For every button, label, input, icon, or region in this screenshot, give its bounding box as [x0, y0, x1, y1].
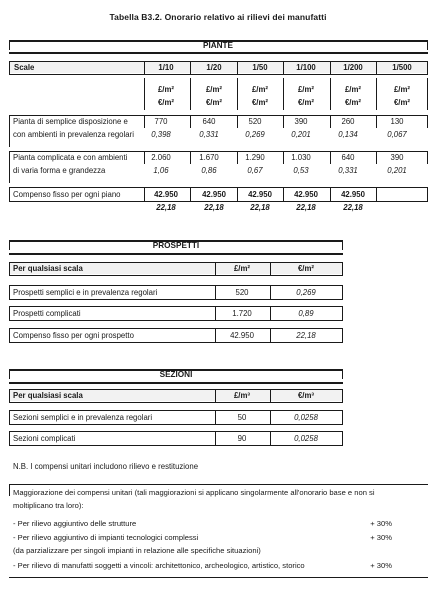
maggiorazione-item: - Per rilievo di manufatti soggetti a vincoli: architettonico, archeologico, artistico, storico — [13, 561, 305, 570]
row-right-edge — [427, 115, 428, 128]
maggiorazione-intro: Maggiorazione dei compensi unitari (tali maggiorazioni si applicano singolarmente all'onorario base e non si — [13, 488, 375, 497]
prospetti-row-bottom-rule — [9, 342, 343, 343]
scale-right-edge — [427, 61, 428, 74]
value-lire: 2.060 — [151, 153, 171, 162]
scale-header: 1/500 — [392, 63, 412, 72]
maggiorazione-item: - Per rilievo aggiuntivo delle strutture — [13, 519, 137, 528]
unit-lire: £/m² — [205, 85, 223, 94]
value-euro: 22,18 — [296, 331, 316, 340]
value-euro: 1,06 — [153, 166, 169, 175]
maggiorazione-percent: + 30% — [370, 561, 392, 570]
value-euro: 0,0258 — [294, 413, 318, 422]
row-label: Prospetti semplici e in prevalenza regolari — [13, 288, 158, 297]
maggiorazione-item: (da parzializzare per singoli impianti in relazione alle specifiche situazioni) — [13, 546, 261, 555]
piante-scale-bottom-rule — [9, 74, 428, 75]
scale-header: 1/10 — [158, 63, 174, 72]
prospetti-divider — [9, 262, 10, 275]
prospetti-divider — [270, 328, 271, 342]
prospetti-divider — [342, 285, 343, 299]
sezioni-row-bottom-rule — [9, 445, 343, 446]
any-scale-label: Per qualsiasi scala — [13, 264, 83, 273]
fixed-euro: 22,18 — [343, 203, 363, 212]
fixed-lire: 42.950 — [202, 190, 226, 199]
sezioni-divider — [270, 410, 271, 424]
row-left-edge — [9, 151, 10, 183]
value-lire: 90 — [237, 434, 247, 443]
prospetti-divider — [270, 306, 271, 320]
unit-lire: £/m² — [393, 85, 411, 94]
value-euro: 0,331 — [199, 130, 219, 139]
prospetti-heading-rule — [9, 253, 343, 255]
unit-euro: €/m³ — [297, 391, 315, 400]
value-lire: 1.290 — [245, 153, 265, 162]
fixed-row-bottom-rule — [9, 201, 428, 202]
sezioni-divider — [215, 410, 216, 424]
fixed-label: Compenso fisso per ogni piano — [13, 190, 121, 199]
unit-euro: €/m² — [205, 98, 223, 107]
table-title: Tabella B3.2. Onorario relativo ai rilievi dei manufatti — [109, 12, 327, 22]
value-euro: 0,53 — [293, 166, 309, 175]
maggiorazione-top-rule — [9, 484, 428, 485]
row-label: Sezioni complicati — [13, 434, 76, 443]
row-right-edge — [427, 151, 428, 164]
prospetti-row-top-rule — [9, 285, 343, 286]
value-lire: 1.030 — [291, 153, 311, 162]
value-euro: 0,86 — [201, 166, 217, 175]
unit-lire: £/m² — [233, 264, 251, 273]
unit-lire: £/m² — [297, 85, 315, 94]
value-lire: 1.720 — [232, 309, 252, 318]
piante-row-rule — [9, 115, 428, 116]
value-lire: 520 — [235, 288, 249, 297]
scale-header: 1/200 — [343, 63, 363, 72]
sezioni-divider — [342, 410, 343, 424]
value-lire: 520 — [248, 117, 262, 126]
sezioni-divider — [9, 431, 10, 445]
sezioni-row-top-rule — [9, 410, 343, 411]
scale-left-edge — [9, 61, 10, 74]
scale-label: Scale — [14, 63, 35, 72]
sezioni-divider — [215, 431, 216, 445]
value-lire: 42.950 — [230, 331, 254, 340]
prospetti-divider — [215, 306, 216, 320]
fixed-lire: 42.950 — [248, 190, 272, 199]
unit-lire: £/m² — [251, 85, 269, 94]
footnote: N.B. I compensi unitari includono rilievo e restituzione — [13, 462, 199, 471]
row-label: Sezioni semplici e in prevalenza regolari — [13, 413, 153, 422]
scale-divider — [376, 61, 377, 74]
value-euro: 0,201 — [291, 130, 311, 139]
sezioni-divider — [9, 410, 10, 424]
prospetti-divider — [342, 306, 343, 320]
value-euro: 0,67 — [247, 166, 263, 175]
maggiorazione-item: - Per rilievo aggiuntivo di impianti tecnologici complessi — [13, 533, 199, 542]
sezioni-divider — [270, 431, 271, 445]
any-scale-label: Per qualsiasi scala — [13, 391, 83, 400]
unit-euro: €/m² — [393, 98, 411, 107]
unit-lire: £/m² — [344, 85, 362, 94]
fixed-euro: 22,18 — [204, 203, 224, 212]
value-euro: 0,269 — [245, 130, 265, 139]
prospetti-divider — [215, 328, 216, 342]
sezioni-header-top-rule — [9, 389, 343, 390]
prospetti-divider — [9, 285, 10, 299]
unit-divider — [376, 78, 377, 110]
scale-header: 1/50 — [252, 63, 268, 72]
prospetti-header-bottom-rule — [9, 275, 343, 276]
prospetti-divider — [342, 328, 343, 342]
prospetti-divider — [215, 262, 216, 275]
value-euro: 0,331 — [338, 166, 358, 175]
fixed-left-edge — [9, 187, 10, 201]
unit-divider — [190, 78, 191, 110]
row-label: Pianta complicata e con ambienti — [13, 153, 128, 162]
sezioni-divider — [215, 389, 216, 402]
fixed-lire: 42.950 — [154, 190, 178, 199]
unit-euro: €/m² — [157, 98, 175, 107]
prospetti-row-bottom-rule — [9, 299, 343, 300]
prospetti-heading: PROSPETTI — [152, 241, 200, 250]
row-label: Compenso fisso per ogni prospetto — [13, 331, 134, 340]
piante-heading: PIANTE — [202, 41, 234, 50]
value-lire: 390 — [390, 153, 404, 162]
fixed-euro: 22,18 — [156, 203, 176, 212]
sezioni-divider — [270, 389, 271, 402]
fixed-row-top-rule — [9, 187, 428, 188]
prospetti-divider — [270, 285, 271, 299]
unit-lire: £/m³ — [233, 391, 251, 400]
value-euro: 0,398 — [151, 130, 171, 139]
sezioni-divider — [9, 389, 10, 402]
value-lire: 50 — [237, 413, 247, 422]
sezioni-row-top-rule — [9, 431, 343, 432]
maggiorazione-percent: + 30% — [370, 519, 392, 528]
fixed-divider — [190, 187, 191, 201]
scale-header: 1/100 — [296, 63, 316, 72]
row-label: Prospetti complicati — [13, 309, 81, 318]
scale-header: 1/20 — [206, 63, 222, 72]
piante-row-rule — [9, 151, 428, 152]
row-label: Pianta di semplice disposizione e — [13, 117, 128, 126]
prospetti-row-top-rule — [9, 328, 343, 329]
value-euro: 0,89 — [298, 309, 314, 318]
value-euro: 0,201 — [387, 166, 407, 175]
row-left-edge — [9, 115, 10, 147]
unit-right-edge — [427, 78, 428, 110]
row-label: di varia forma e grandezza — [13, 166, 106, 175]
prospetti-row-top-rule — [9, 306, 343, 307]
value-lire: 390 — [294, 117, 308, 126]
fixed-euro: 22,18 — [250, 203, 270, 212]
scale-divider — [190, 61, 191, 74]
fixed-lire: 42.950 — [294, 190, 318, 199]
fixed-divider — [376, 187, 377, 201]
maggiorazione-intro: moltiplicano tra loro): — [13, 501, 84, 510]
prospetti-row-bottom-rule — [9, 320, 343, 321]
sezioni-heading-rule — [9, 382, 343, 384]
value-euro: 0,067 — [387, 130, 407, 139]
piante-scale-top-rule — [9, 61, 428, 62]
prospetti-header-top-rule — [9, 262, 343, 263]
piante-heading-rule — [9, 52, 428, 54]
sezioni-divider — [342, 389, 343, 402]
fixed-lire: 42.950 — [341, 190, 365, 199]
maggiorazione-bottom-rule — [9, 577, 428, 578]
value-euro: 0,0258 — [294, 434, 318, 443]
sezioni-row-bottom-rule — [9, 424, 343, 425]
value-euro: 0,269 — [296, 288, 316, 297]
prospetti-divider — [215, 285, 216, 299]
prospetti-divider — [9, 306, 10, 320]
value-lire: 770 — [154, 117, 168, 126]
maggiorazione-percent: + 30% — [370, 533, 392, 542]
maggiorazione-left-edge — [9, 484, 10, 496]
value-lire: 1.670 — [199, 153, 219, 162]
sezioni-heading: SEZIONI — [159, 370, 193, 379]
unit-euro: €/m² — [297, 264, 315, 273]
unit-lire: £/m² — [157, 85, 175, 94]
prospetti-divider — [270, 262, 271, 275]
value-lire: 640 — [341, 153, 355, 162]
prospetti-divider — [9, 328, 10, 342]
fixed-euro: 22,18 — [296, 203, 316, 212]
unit-euro: €/m² — [344, 98, 362, 107]
value-lire: 130 — [390, 117, 404, 126]
unit-euro: €/m² — [251, 98, 269, 107]
unit-euro: €/m² — [297, 98, 315, 107]
value-lire: 260 — [341, 117, 355, 126]
sezioni-header-bottom-rule — [9, 402, 343, 403]
value-euro: 0,134 — [338, 130, 358, 139]
prospetti-divider — [342, 262, 343, 275]
value-lire: 640 — [202, 117, 216, 126]
row-label: con ambienti in prevalenza regolari — [13, 130, 134, 139]
sezioni-divider — [342, 431, 343, 445]
fixed-right-edge — [427, 187, 428, 201]
